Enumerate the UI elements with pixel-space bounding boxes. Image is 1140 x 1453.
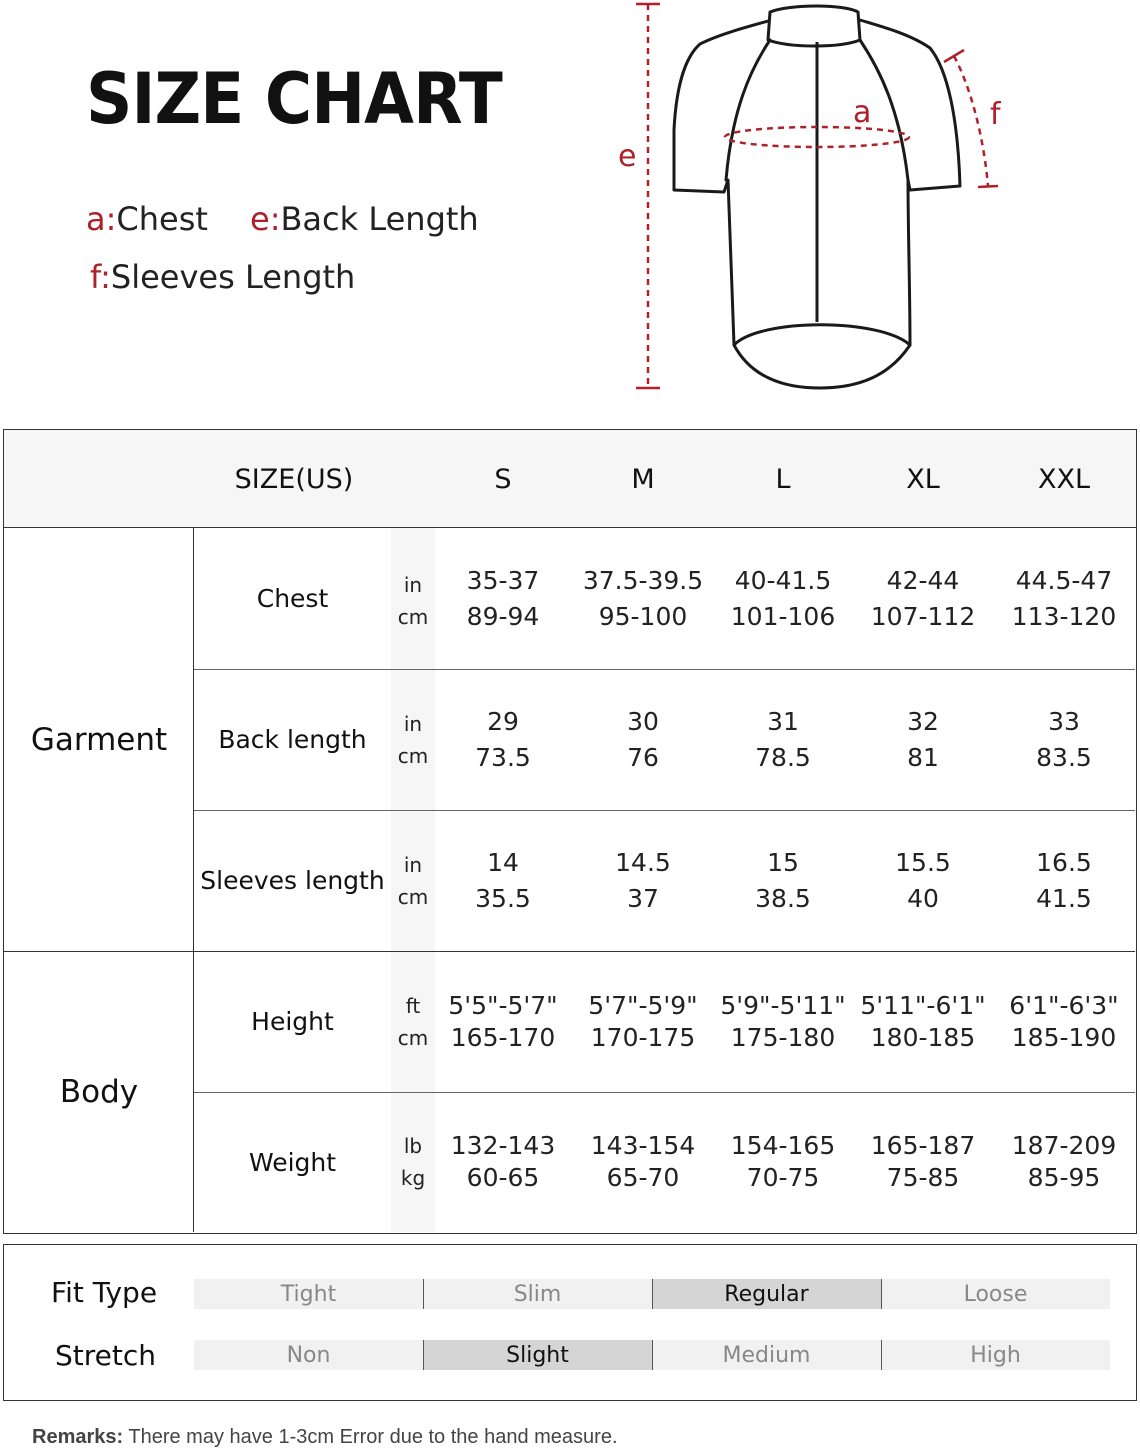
value-cell xyxy=(433,810,573,951)
legend-item-sleeves-length xyxy=(90,258,355,296)
unit-bottom: cm xyxy=(397,1025,429,1050)
value-bottom: 107-112 xyxy=(870,601,976,631)
value-top: 31 xyxy=(767,706,799,736)
legend-label: Chest xyxy=(116,200,208,238)
value-cell xyxy=(573,528,713,669)
value-cell xyxy=(853,810,993,951)
value-cell xyxy=(713,1092,853,1232)
size-header-label: SIZE(US) xyxy=(234,463,354,495)
value-top: 44.5-47 xyxy=(1015,565,1113,595)
stretch-option-high: High xyxy=(881,1340,1110,1370)
value-top: 14 xyxy=(487,847,519,877)
value-cell xyxy=(853,669,993,810)
fit-type-label: Fit Type xyxy=(51,1276,158,1309)
value-top: 14.5 xyxy=(615,847,671,877)
row-label: Chest xyxy=(256,584,329,613)
value-bottom: 70-75 xyxy=(746,1163,820,1192)
value-top: 5'11"-6'1" xyxy=(860,990,986,1020)
scale-divider xyxy=(423,1279,424,1309)
legend-key: f: xyxy=(90,258,111,296)
value-top: 5'7"-5'9" xyxy=(588,990,698,1020)
stretch-label: Stretch xyxy=(55,1339,156,1372)
back-length-key-label: e xyxy=(618,139,637,174)
size-col-s: S xyxy=(494,463,512,495)
value-cell xyxy=(573,951,713,1092)
row-label: Sleeves length xyxy=(200,866,385,895)
value-cell xyxy=(713,669,853,810)
value-top: 143-154 xyxy=(590,1131,696,1160)
value-bottom: 35.5 xyxy=(475,883,531,913)
row-label: Height xyxy=(251,1007,334,1036)
jersey-diagram xyxy=(600,0,1020,400)
value-top: 6'1"-6'3" xyxy=(1009,990,1119,1020)
value-cell xyxy=(993,528,1135,669)
value-bottom: 37 xyxy=(627,883,659,913)
group-garment: Garment xyxy=(30,721,168,758)
value-cell xyxy=(713,528,853,669)
size-col-l: L xyxy=(775,463,791,495)
value-top: 29 xyxy=(487,706,519,736)
value-cell xyxy=(433,528,573,669)
value-bottom: 95-100 xyxy=(598,601,688,631)
unit-top: ft xyxy=(405,993,421,1018)
value-bottom: 60-65 xyxy=(466,1163,540,1192)
value-bottom: 85-95 xyxy=(1027,1163,1101,1192)
remarks-text: There may have 1-3cm Error due to the hand measure. xyxy=(128,1426,618,1448)
group-body: Body xyxy=(59,1073,139,1110)
legend-item-chest xyxy=(86,200,208,238)
stretch-option-non: Non xyxy=(194,1340,423,1370)
value-bottom: 113-120 xyxy=(1011,601,1117,631)
legend-item-back-length xyxy=(250,200,479,238)
value-bottom: 76 xyxy=(627,742,659,772)
size-table xyxy=(3,429,1137,1234)
value-top: 37.5-39.5 xyxy=(582,565,704,595)
value-top: 35-37 xyxy=(466,565,540,595)
value-cell xyxy=(573,1092,713,1232)
value-cell xyxy=(853,951,993,1092)
value-cell xyxy=(573,810,713,951)
value-top: 42-44 xyxy=(886,565,960,595)
value-top: 165-187 xyxy=(870,1131,976,1160)
unit-bottom: cm xyxy=(397,604,429,629)
page-title: SIZE CHART xyxy=(86,58,502,140)
scale-divider xyxy=(881,1340,882,1370)
size-col-xxl: XXL xyxy=(1037,463,1091,495)
value-cell xyxy=(433,951,573,1092)
value-top: 40-41.5 xyxy=(734,565,832,595)
value-top: 15 xyxy=(767,847,799,877)
value-top: 132-143 xyxy=(450,1131,556,1160)
value-bottom: 185-190 xyxy=(1011,1022,1117,1052)
unit-top: in xyxy=(403,572,423,597)
value-cell xyxy=(713,810,853,951)
chest-key-label: a xyxy=(853,95,872,130)
value-bottom: 75-85 xyxy=(886,1163,960,1192)
value-cell xyxy=(853,528,993,669)
value-cell xyxy=(993,951,1135,1092)
value-bottom: 73.5 xyxy=(475,742,531,772)
value-bottom: 65-70 xyxy=(606,1163,680,1192)
value-bottom: 83.5 xyxy=(1036,742,1092,772)
stretch-option-medium: Medium xyxy=(652,1340,881,1370)
remarks-label: Remarks: xyxy=(32,1426,124,1448)
unit-cell xyxy=(391,669,435,810)
value-cell xyxy=(853,1092,993,1232)
unit-top: lb xyxy=(403,1134,423,1158)
size-col-m: M xyxy=(631,463,655,495)
value-bottom: 40 xyxy=(907,883,939,913)
value-cell xyxy=(433,669,573,810)
value-cell xyxy=(993,1092,1135,1232)
value-bottom: 78.5 xyxy=(755,742,811,772)
value-top: 33 xyxy=(1048,706,1080,736)
value-bottom: 175-180 xyxy=(730,1022,836,1052)
unit-top: in xyxy=(403,711,423,736)
value-cell xyxy=(433,1092,573,1232)
fit-type-option-slim: Slim xyxy=(423,1279,652,1309)
value-cell xyxy=(993,810,1135,951)
sleeve-key-label: f xyxy=(990,97,1001,132)
value-top: 154-165 xyxy=(730,1131,836,1160)
unit-top: in xyxy=(403,852,423,877)
value-top: 16.5 xyxy=(1036,847,1092,877)
unit-cell xyxy=(391,538,435,663)
value-top: 30 xyxy=(627,706,659,736)
value-bottom: 89-94 xyxy=(466,601,540,631)
unit-bottom: cm xyxy=(397,884,429,909)
value-top: 5'5"-5'7" xyxy=(448,990,558,1020)
unit-bottom: kg xyxy=(400,1166,426,1190)
value-cell xyxy=(713,951,853,1092)
legend-key: a: xyxy=(86,200,117,238)
value-bottom: 38.5 xyxy=(755,883,811,913)
remarks xyxy=(32,1426,618,1449)
value-bottom: 165-170 xyxy=(450,1022,556,1052)
value-top: 32 xyxy=(907,706,939,736)
scale-divider xyxy=(881,1279,882,1309)
fit-type-option-tight: Tight xyxy=(194,1279,423,1309)
legend-key: e: xyxy=(250,200,281,238)
value-top: 187-209 xyxy=(1011,1131,1117,1160)
value-bottom: 81 xyxy=(907,742,939,772)
legend-label: Back Length xyxy=(280,200,479,238)
scale-divider xyxy=(423,1340,424,1370)
unit-bottom: cm xyxy=(397,743,429,768)
value-bottom: 101-106 xyxy=(730,601,836,631)
unit-cell xyxy=(391,810,435,951)
value-bottom: 180-185 xyxy=(870,1022,976,1052)
legend-label: Sleeves Length xyxy=(110,258,356,296)
fit-type-option-regular: Regular xyxy=(652,1279,881,1309)
row-label: Weight xyxy=(248,1147,337,1177)
value-top: 15.5 xyxy=(895,847,951,877)
stretch-option-slight: Slight xyxy=(423,1340,652,1370)
value-top: 5'9"-5'11" xyxy=(720,990,846,1020)
value-cell xyxy=(573,669,713,810)
fit-stretch-panel xyxy=(3,1244,1137,1401)
value-cell xyxy=(993,669,1135,810)
scale-divider xyxy=(652,1279,653,1309)
unit-cell xyxy=(391,1092,435,1232)
row-label: Back length xyxy=(218,725,367,754)
size-col-xl: XL xyxy=(906,463,940,495)
fit-type-option-loose: Loose xyxy=(881,1279,1110,1309)
scale-divider xyxy=(652,1340,653,1370)
value-bottom: 41.5 xyxy=(1036,883,1092,913)
unit-cell xyxy=(391,951,435,1092)
value-bottom: 170-175 xyxy=(590,1022,696,1052)
size-table-header xyxy=(4,430,1136,528)
